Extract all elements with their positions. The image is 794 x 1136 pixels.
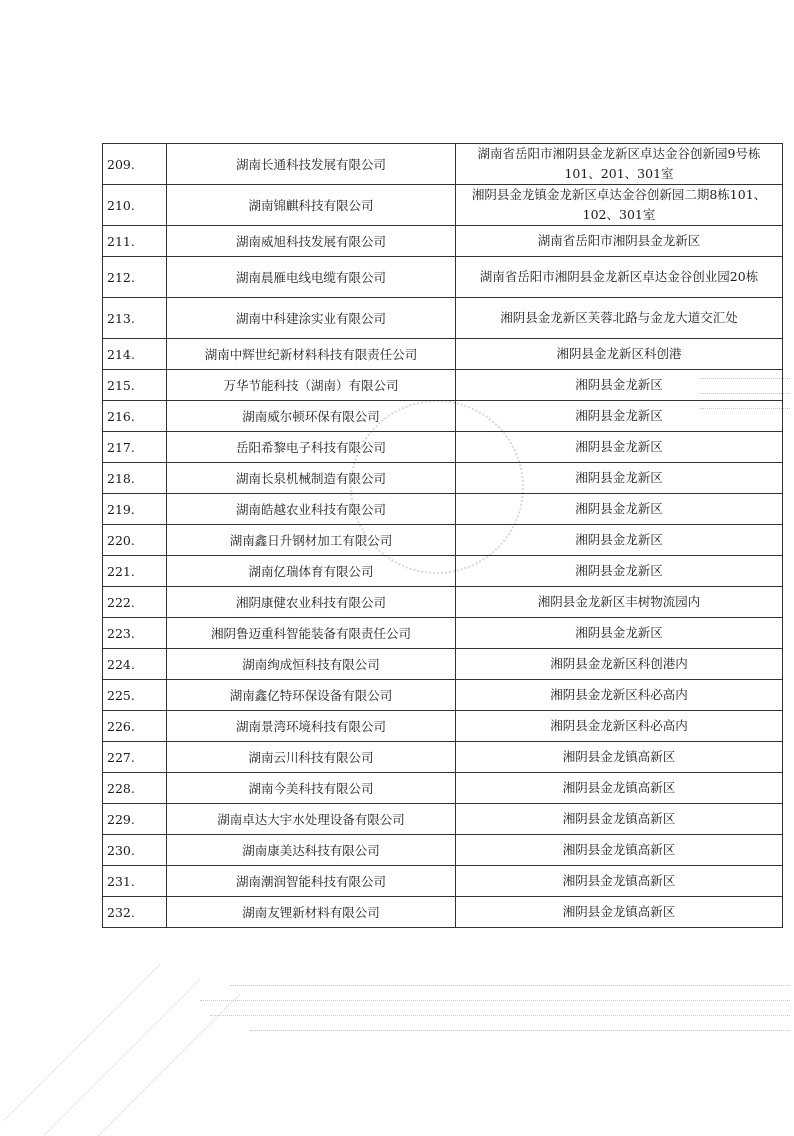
company-address: 湘阴县金龙新区科创港内 — [456, 649, 783, 680]
company-address: 湘阴县金龙镇高新区 — [456, 773, 783, 804]
row-number: 231. — [103, 866, 167, 897]
row-number: 228. — [103, 773, 167, 804]
company-name: 湖南鑫亿特环保设备有限公司 — [167, 680, 456, 711]
company-address: 湘阴县金龙新区科创港 — [456, 339, 783, 370]
table-row — [103, 680, 783, 711]
company-address: 湖南省岳阳市湘阴县金龙新区 — [456, 226, 783, 257]
company-name: 湘阴鲁迈重科智能装备有限责任公司 — [167, 618, 456, 649]
row-number: 229. — [103, 804, 167, 835]
company-name: 湖南鑫日升钢材加工有限公司 — [167, 525, 456, 556]
company-name: 湖南潮润智能科技有限公司 — [167, 866, 456, 897]
company-address: 湘阴县金龙新区 — [456, 556, 783, 587]
company-name: 湖南长通科技发展有限公司 — [167, 144, 456, 185]
company-name: 湖南友锂新材料有限公司 — [167, 897, 456, 928]
row-number: 227. — [103, 742, 167, 773]
company-name: 湖南锦麒科技有限公司 — [167, 185, 456, 226]
row-number: 232. — [103, 897, 167, 928]
table-row — [103, 835, 783, 866]
table-row — [103, 257, 783, 298]
company-name: 湘阴康健农业科技有限公司 — [167, 587, 456, 618]
table-row — [103, 742, 783, 773]
row-number: 215. — [103, 370, 167, 401]
company-address: 湘阴县金龙镇金龙新区卓达金谷创新园二期8栋101、102、301室 — [456, 185, 783, 226]
company-address: 湘阴县金龙新区科必高内 — [456, 711, 783, 742]
scan-dots — [210, 1015, 790, 1016]
table-row — [103, 226, 783, 257]
row-number: 212. — [103, 257, 167, 298]
row-number: 211. — [103, 226, 167, 257]
company-address: 湘阴县金龙镇高新区 — [456, 897, 783, 928]
company-name: 湖南卓达大宇水处理设备有限公司 — [167, 804, 456, 835]
company-table-body — [103, 144, 783, 928]
table-row — [103, 339, 783, 370]
company-address: 湘阴县金龙新区 — [456, 494, 783, 525]
company-address: 湘阴县金龙新区 — [456, 370, 783, 401]
table-row — [103, 144, 783, 185]
row-number: 225. — [103, 680, 167, 711]
company-address: 湘阴县金龙新区 — [456, 525, 783, 556]
company-name: 湖南中辉世纪新材料科技有限责任公司 — [167, 339, 456, 370]
company-table — [102, 143, 783, 928]
company-address: 湘阴县金龙镇高新区 — [456, 835, 783, 866]
row-number: 209. — [103, 144, 167, 185]
scan-dots — [230, 985, 790, 986]
company-name: 湖南晨雁电线电缆有限公司 — [167, 257, 456, 298]
company-name: 湖南云川科技有限公司 — [167, 742, 456, 773]
table-row — [103, 185, 783, 226]
company-name: 湖南康美达科技有限公司 — [167, 835, 456, 866]
company-name: 湖南中科建涂实业有限公司 — [167, 298, 456, 339]
company-address: 湖南省岳阳市湘阴县金龙新区卓达金谷创新园9号栋101、201、301室 — [456, 144, 783, 185]
table-row — [103, 587, 783, 618]
company-address: 湘阴县金龙新区 — [456, 401, 783, 432]
table-row — [103, 618, 783, 649]
table-row — [103, 432, 783, 463]
company-name: 湖南绚成恒科技有限公司 — [167, 649, 456, 680]
company-name: 湖南长泉机械制造有限公司 — [167, 463, 456, 494]
table-row — [103, 804, 783, 835]
row-number: 226. — [103, 711, 167, 742]
company-name: 湖南威尔顿环保有限公司 — [167, 401, 456, 432]
company-name: 湖南威旭科技发展有限公司 — [167, 226, 456, 257]
company-address: 湘阴县金龙新区丰树物流园内 — [456, 587, 783, 618]
row-number: 214. — [103, 339, 167, 370]
table-row — [103, 298, 783, 339]
table-row — [103, 463, 783, 494]
row-number: 218. — [103, 463, 167, 494]
company-address: 湖南省岳阳市湘阴县金龙新区卓达金谷创业园20栋 — [456, 257, 783, 298]
row-number: 223. — [103, 618, 167, 649]
company-address: 湘阴县金龙新区 — [456, 618, 783, 649]
table-row — [103, 649, 783, 680]
row-number: 221. — [103, 556, 167, 587]
company-name: 湖南景湾环境科技有限公司 — [167, 711, 456, 742]
scan-dots — [98, 994, 240, 1136]
table-row — [103, 711, 783, 742]
row-number: 217. — [103, 432, 167, 463]
company-name: 湖南亿瑞体育有限公司 — [167, 556, 456, 587]
company-name: 岳阳希黎电子科技有限公司 — [167, 432, 456, 463]
scan-dots — [200, 1000, 790, 1001]
row-number: 213. — [103, 298, 167, 339]
company-address: 湘阴县金龙镇高新区 — [456, 866, 783, 897]
row-number: 216. — [103, 401, 167, 432]
row-number: 220. — [103, 525, 167, 556]
table-row — [103, 897, 783, 928]
table-row — [103, 525, 783, 556]
row-number: 222. — [103, 587, 167, 618]
company-address: 湘阴县金龙新区芙蓉北路与金龙大道交汇处 — [456, 298, 783, 339]
table-row — [103, 556, 783, 587]
row-number: 210. — [103, 185, 167, 226]
table-row — [103, 494, 783, 525]
row-number: 230. — [103, 835, 167, 866]
company-name: 万华节能科技（湖南）有限公司 — [167, 370, 456, 401]
scan-dots — [250, 1030, 790, 1031]
table-row — [103, 401, 783, 432]
row-number: 219. — [103, 494, 167, 525]
company-address: 湘阴县金龙新区 — [456, 463, 783, 494]
row-number: 224. — [103, 649, 167, 680]
company-address: 湘阴县金龙新区 — [456, 432, 783, 463]
table-row — [103, 866, 783, 897]
company-name: 湖南皓越农业科技有限公司 — [167, 494, 456, 525]
company-name: 湖南今美科技有限公司 — [167, 773, 456, 804]
table-row — [103, 773, 783, 804]
table-row — [103, 370, 783, 401]
company-address: 湘阴县金龙镇高新区 — [456, 804, 783, 835]
company-address: 湘阴县金龙新区科必高内 — [456, 680, 783, 711]
company-address: 湘阴县金龙镇高新区 — [456, 742, 783, 773]
